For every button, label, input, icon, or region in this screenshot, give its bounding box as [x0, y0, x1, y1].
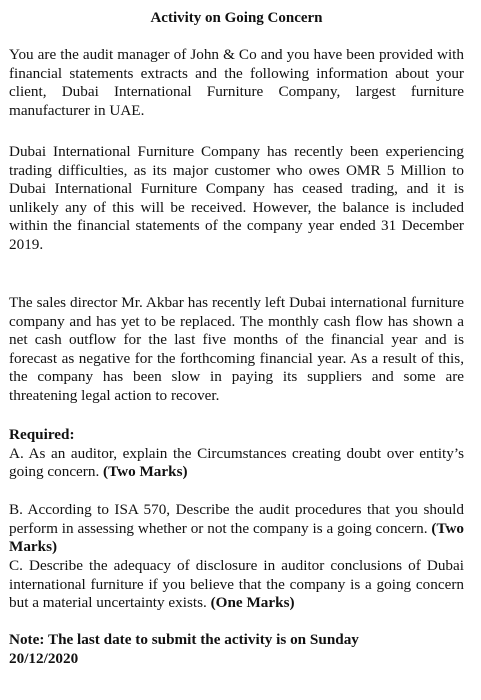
question-b-text: B. According to ISA 570, Describe the audit procedures that you should perform in assessing whether or not the company is a going concern.	[9, 501, 464, 537]
question-c	[9, 557, 464, 613]
sales-director-paragraph: The sales director Mr. Akbar has recently left Dubai international furniture company and has yet to be replaced. The monthly cash flow has shown a net cash outflow for the last five months of the financial year and is forecast as negative for the forthcoming financial year. As a result of this, the company has been slow in paying its suppliers and some are threatening legal action to recover.	[9, 294, 464, 404]
question-c-marks: (One Marks)	[210, 594, 295, 612]
question-b	[9, 501, 464, 557]
required-heading: Required:	[9, 426, 75, 443]
required-section	[9, 426, 464, 482]
question-c-text: C. Describe the adequacy of disclosure in auditor conclusions of Dubai international furniture if you believe that the company is a going concern but a material uncertainty exists.	[9, 557, 464, 612]
trading-difficulties-paragraph: Dubai International Furniture Company has recently been experiencing trading difficulties, as its major customer who owes OMR 5 Million to Dubai International Furniture Company has ceased trading, and it is unlikely any of this will be received. However, the balance is included within the financial statements of the company year ended 31 December 2019.	[9, 143, 464, 253]
document-title: Activity on Going Concern	[150, 10, 323, 26]
submission-note	[9, 631, 464, 668]
note-line-2: 20/12/2020	[9, 649, 79, 667]
note-line-1: Note: The last date to submit the activity is on Sunday	[9, 631, 359, 648]
question-a-text: A. As an auditor, explain the Circumstances creating doubt over entity’s going concern.	[9, 444, 464, 481]
question-b-marks: (Two Marks)	[9, 519, 465, 556]
intro-paragraph: You are the audit manager of John & Co and you have been provided with financial statements extracts and the following information about your client, Dubai International Furniture Company, largest furniture manufacturer in UAE.	[9, 46, 464, 119]
question-a-marks: (Two Marks)	[103, 463, 188, 481]
